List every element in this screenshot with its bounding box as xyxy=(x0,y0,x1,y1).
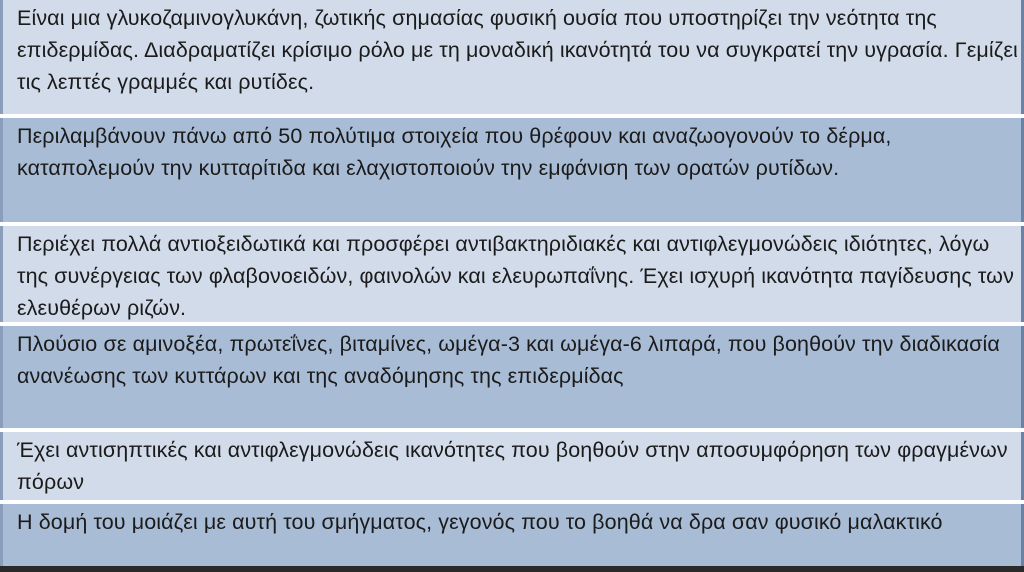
table-row xyxy=(0,504,1024,566)
table-row xyxy=(0,0,1024,114)
table-bottom-edge xyxy=(0,566,1024,572)
table-row xyxy=(0,432,1024,500)
table-row xyxy=(0,326,1024,428)
row-text: Περιλαμβάνουν πάνω από 50 πολύτιμα στοιχεία που θρέφουν και αναζωογονούν το δέρμα, καταπολεμούν την κυτταρίτιδα και ελαχιστοποιούν την εμφάνιση των ορατών ρυτίδων. xyxy=(17,124,892,180)
row-text: Η δομή του μοιάζει με αυτή του σμήγματος, γεγονός που το βοηθά να δρα σαν φυσικό μαλακτικό xyxy=(17,510,943,534)
table-row xyxy=(0,226,1024,322)
table-row xyxy=(0,118,1024,222)
row-text: Είναι μια γλυκοζαμινογλυκάνη, ζωτικής σημασίας φυσική ουσία που υποστηρίζει την νεότητα της επιδερμίδας. Διαδραματίζει κρίσιμο ρόλο με τη μοναδική ικανότητά του να συγκρατεί την υγρασία. Γεμίζει τις λεπτές γραμμές και ρυτίδες. xyxy=(17,6,1018,94)
row-text: Περιέχει πολλά αντιοξειδωτικά και προσφέρει αντιβακτηριδιακές και αντιφλεγμονώδεις ιδιότητες, λόγω της συνέργειας των φλαβονοειδών, φαινολών και ελευρωπαΐνης. Έχει ισχυρή ικανότητα παγίδευσης των ελευθέρων ριζών. xyxy=(17,232,1014,320)
row-text: Πλούσιο σε αμινοξέα, πρωτεΐνες, βιταμίνες, ωμέγα-3 και ωμέγα-6 λιπαρά, που βοηθούν την διαδικασία ανανέωσης των κυττάρων και της αναδόμησης της επιδερμίδας xyxy=(17,332,1000,388)
row-text: Έχει αντισηπτικές και αντιφλεγμονώδεις ικανότητες που βοηθούν στην αποσυμφόρηση των φραγμένων πόρων xyxy=(17,438,1008,494)
